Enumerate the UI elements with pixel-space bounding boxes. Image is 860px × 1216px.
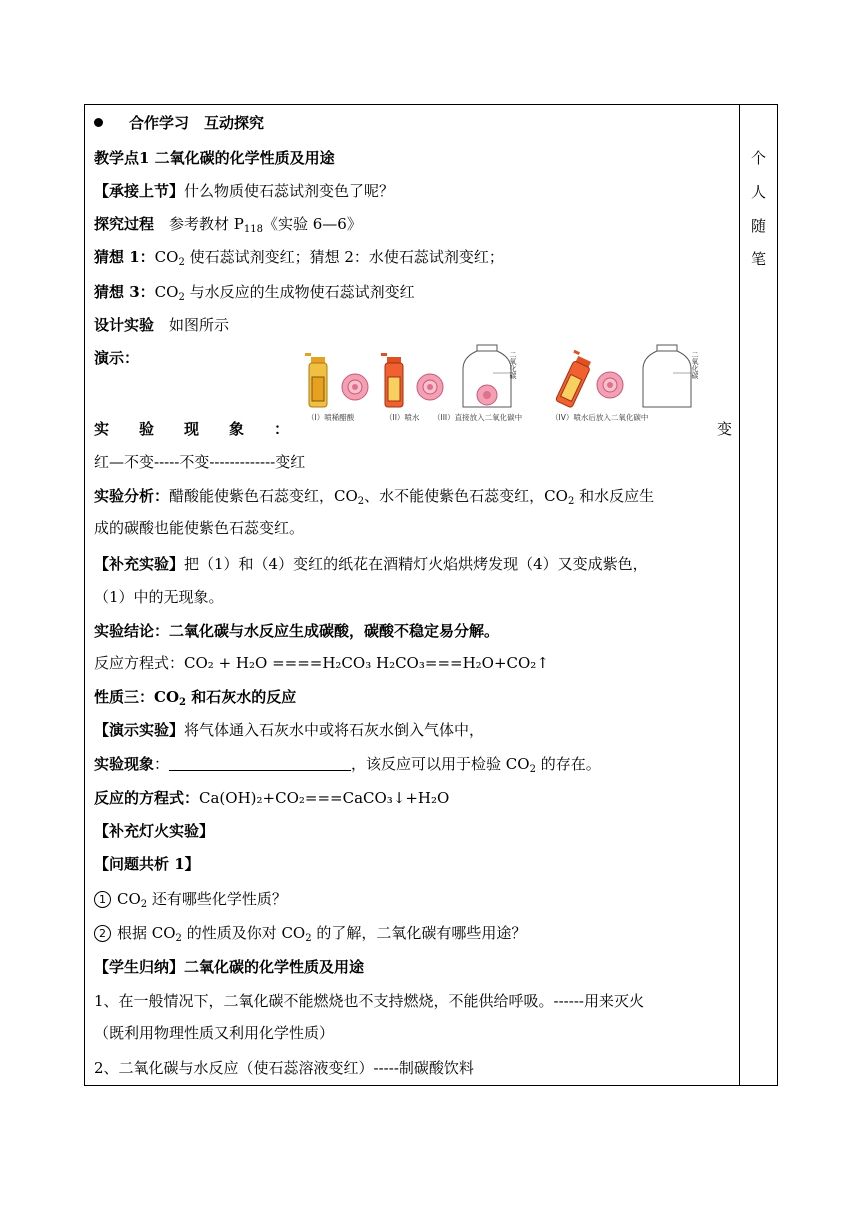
summary-item-2: 2、二氧化碳与水反应（使石蕊溶液变红）-----制碳酸饮料	[94, 1059, 474, 1077]
spray-bottle-icon	[552, 350, 595, 408]
personal-notes-column	[740, 105, 777, 1085]
summary-item-1-line-1: 1、在一般情况下，二氧化碳不能燃烧也不支持燃烧，不能供给呼吸。------用来灭火	[94, 992, 644, 1010]
guess-3-line: 猜想 3：$CO_2$ 与水反应的生成物使石蕊试剂变红	[94, 283, 415, 303]
jar-label: 二氧化碳	[691, 351, 699, 379]
side-note-char: 随	[750, 217, 766, 235]
experiment-figure	[305, 337, 715, 429]
guess-1-line: 猜想 1：$CO_2$ 使石蕊试剂变红；猜想 2：水使石蕊试剂变红；	[94, 248, 504, 268]
demo-experiment-line: 【演示实验】将气体通入石灰水中或将石灰水倒入气体中，	[94, 721, 485, 739]
supplement-line-1: 【补充实验】把（1）和（4）变红的纸花在酒精灯火焰烘烤发现（4）又变成紫色，	[94, 555, 648, 573]
section-heading: 合作学习 互动探究	[94, 113, 264, 133]
phenomenon-label: 实 验 现 象 ：	[94, 420, 290, 438]
property-3-heading: 性质三：$CO_2$ 和石灰水的反应	[94, 688, 297, 708]
analysis-line-1: 实验分析：醋酸能使紫色石蕊变红，$CO_2$、水不能使紫色石蕊变红，$CO_2$ 和水反应生	[94, 487, 655, 507]
review-line: 【承接上节】什么物质使石蕊试剂变色了呢？	[94, 182, 395, 200]
question-1: 1 $CO_2$ 还有哪些化学性质？	[94, 889, 287, 909]
supplement-line-2: （1）中的无现象。	[94, 588, 224, 606]
demo-label: 演示：	[94, 349, 140, 367]
conclusion-line: 实验结论：二氧化碳与水反应生成碳酸，碳酸不稳定易分解。	[94, 622, 500, 640]
summary-item-1-line-2: （既利用物理性质又利用化学性质）	[94, 1024, 335, 1042]
phenomenon-result: 红—不变-----不变-------------变红	[94, 453, 306, 471]
observation-line: 实验现象： ，该反应可以用于检验 $CO_2$ 的存在。	[94, 755, 601, 775]
gas-jar-icon	[463, 345, 517, 407]
question-number: 2	[94, 925, 111, 942]
reaction-equation-line: 反应的方程式：Ca(OH)₂+CO₂===CaCO₃↓+H₂O	[94, 789, 450, 807]
analysis-line-2: 成的碳酸也能使紫色石蕊变红。	[94, 519, 305, 537]
bullet-icon	[94, 118, 103, 127]
answer-blank[interactable]	[169, 756, 351, 771]
figure-caption: （III）直接放入二氧化碳中	[433, 413, 523, 422]
equation-line: 反应方程式：CO₂ + H₂O ====H₂CO₃ H₂CO₃===H₂O+CO₂↑	[94, 654, 549, 672]
figure-caption: （IV）喷水后放入二氧化碳中	[551, 413, 649, 422]
question-heading: 【问题共析 1】	[94, 855, 200, 873]
summary-heading: 【学生归纳】二氧化碳的化学性质及用途	[94, 958, 365, 976]
gas-jar-icon	[643, 345, 699, 407]
side-note-char: 人	[750, 183, 766, 201]
flower-icon	[417, 374, 443, 400]
spray-bottle-icon	[381, 353, 403, 407]
side-note-char: 个	[750, 149, 766, 167]
design-line: 设计实验 如图所示	[94, 316, 230, 334]
side-note-char: 笔	[750, 250, 766, 268]
flower-icon	[342, 374, 368, 400]
figure-caption: （I）喷稀醋酸	[307, 413, 355, 422]
main-content-cell	[85, 105, 740, 1085]
spray-bottle-icon	[305, 353, 327, 407]
teaching-point-title: 教学点1 二氧化碳的化学性质及用途	[94, 149, 335, 167]
explore-line: 探究过程 参考教材 $P_{118}$《实验 6—6》	[94, 215, 362, 235]
fire-experiment-heading: 【补充灯火实验】	[94, 822, 215, 840]
lesson-table	[84, 104, 778, 1086]
jar-label: 二氧化碳	[509, 351, 517, 379]
figure-caption: （II）喷水	[385, 413, 420, 422]
question-2: 2 根据 $CO_2$ 的性质及你对 $CO_2$ 的了解，二氧化碳有哪些用途？	[94, 923, 526, 943]
flower-icon	[597, 372, 623, 398]
phenomenon-tail: 变	[717, 420, 733, 438]
question-number: 1	[94, 891, 111, 908]
